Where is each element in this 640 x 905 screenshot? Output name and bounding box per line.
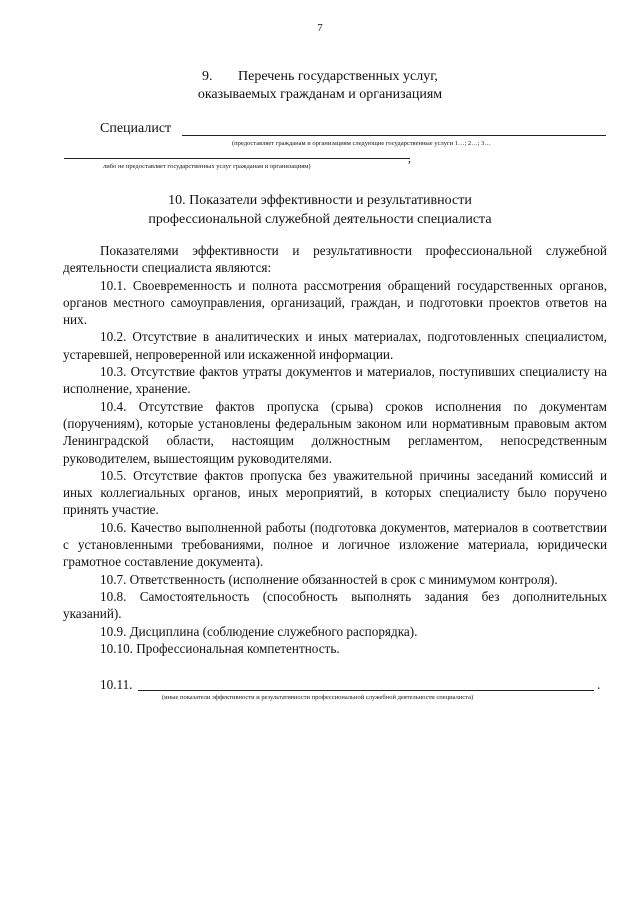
section-9-title-line2: оказываемых гражданам и организациям — [197, 87, 443, 102]
section-10-heading — [0, 191, 640, 229]
paragraph: Показателями эффективности и результативности профессиональной служебной деятельности специалиста являются: — [63, 243, 607, 276]
section-9-title-line1 — [0, 68, 640, 86]
item-10-11-label: 10.11. — [100, 677, 133, 692]
item-10-11-period: . — [597, 677, 601, 692]
specialist-blank-line-2 — [64, 158, 410, 159]
section-10-title-line2: профессиональной служебной деятельности специалиста — [148, 212, 492, 227]
paragraph: 10.7. Ответственность (исполнение обязанностей в срок с минимумом контроля). — [100, 571, 558, 587]
specialist-label: Специалист — [100, 121, 172, 136]
item-10-11 — [100, 677, 607, 695]
page-number: 7 — [317, 22, 323, 34]
specialist-blank-line — [182, 135, 606, 136]
section-9-title: Перечень государственных услуг, — [238, 69, 438, 84]
paragraph: 10.8. Самостоятельность (способность выполнять задания без дополнительных указаний). — [63, 588, 607, 622]
item-10-11-blank-line — [138, 690, 594, 691]
paragraph: 10.3. Отсутствие фактов утраты документов и материалов, поступивших специалисту на исполнение, хранение. — [63, 364, 607, 397]
specialist-note: (предоставляет гражданам и организациям следующие государственные услуги 1…; 2…; 3… — [232, 140, 491, 147]
paragraph: 10.10. Профессиональная компетентность. — [100, 640, 340, 656]
paragraph: 10.5. Отсутствие фактов пропуска без уважительной причины заседаний комиссий и иных коллегиальных органов, иных мероприятий, в которых специалисту было поручено принять участие. — [63, 467, 607, 518]
paragraph: 10.4. Отсутствие фактов пропуска (срыва) сроков исполнения по документам (поручениям), которые установлены федеральным законом или нормативным правовым актом Ленинградской области, настоящим должностным регламентом, непосредственным руководителем, вышестоящим руководителями. — [63, 398, 607, 466]
paragraph: 10.9. Дисциплина (соблюдение служебного распорядка). — [100, 623, 418, 639]
paragraph: 10.6. Качество выполненной работы (подготовка документов, материалов в соответствии с установленными требованиями, полное и логичное изложение материала, юридически грамотное составление документа). — [63, 519, 607, 570]
specialist-comma: , — [408, 151, 411, 165]
section-9-number: 9. — [202, 69, 213, 84]
paragraph: 10.1. Своевременность и полнота рассмотрения обращений государственных органов, органов местного самоуправления, организаций, граждан, и подготовки проектов ответов на них. — [63, 277, 607, 328]
section-10-title-line1: 10. Показатели эффективности и результативности — [168, 193, 472, 208]
specialist-note-2: либо не предоставляет государственных услуг гражданам и организациям) — [103, 163, 311, 170]
section-10-body — [63, 242, 607, 657]
section-9-heading — [0, 68, 640, 104]
paragraph: 10.2. Отсутствие в аналитических и иных материалах, подготовленных специалистом, устаревшей, непроверенной или искаженной информации. — [63, 329, 607, 362]
item-10-11-note: (иные показатели эффективности и результативности профессиональной служебной деятельности специалиста) — [162, 694, 474, 701]
